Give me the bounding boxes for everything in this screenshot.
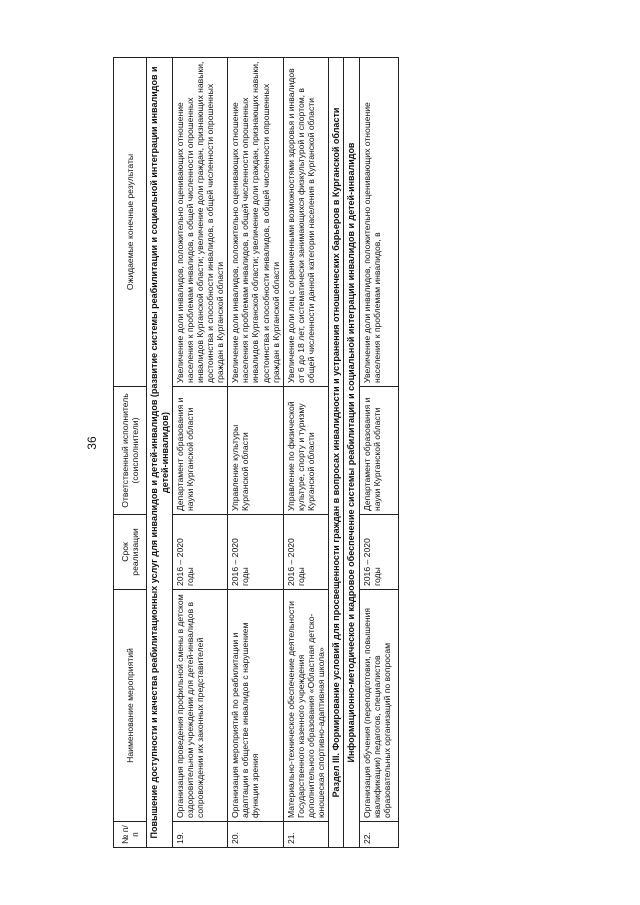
row-name: Организация мероприятий по реабилитации и адаптации в обществе инвалидов с нарушением функции зрения [228, 590, 283, 822]
row-term-text: 2016 – 2020 годы [361, 538, 382, 586]
row-num [359, 822, 398, 848]
row-term: 2016 – 2020 годы [228, 515, 283, 590]
header-name: Наименование мероприятий [114, 590, 147, 822]
row-num: 20. [228, 822, 283, 848]
table-row [173, 58, 228, 848]
section-title: Информационно-методическое и кадровое обеспечение системы реабилитации и социальной интеграции инвалидов и детей-инвалидов [344, 58, 360, 848]
row-term [359, 515, 398, 590]
row-num: 21. [283, 822, 328, 848]
row-executor: Управление по физической культуре, спорту и туризму Курганской области [283, 387, 328, 515]
rotated-page [113, 58, 613, 848]
section-title: Раздел III. Формирование условий для просвещенности граждан в вопросах инвалидности и устранения отношенческих барьеров в Курганской области [328, 58, 344, 848]
page-number: 36 [85, 436, 99, 450]
row-result: Увеличение доли инвалидов, положительно оценивающих отношение населения к проблемам инвалидов, в общей численности опрошенных инвалидов Курганской области; увеличение доли граждан, признающих навыки, достоинства и способности инвалидов, в общей численности опрошенных граждан в Курганской области [228, 58, 283, 387]
table-header-row [114, 58, 147, 848]
table-row [359, 58, 398, 848]
row-result: Увеличение доли инвалидов, положительно оценивающих отношение населения к проблемам инвалидов, в общей численности опрошенных инвалидов Курганской области; увеличение доли граждан, признающих навыки, достоинства и способности инвалидов, в общей численности опрошенных граждан в Курганской области [173, 58, 228, 387]
row-name: Материально-техническое обеспечение деятельности Государственного казенного учреждения дополнительного образования «Областная детско-юношеская спортивно-адаптивная школа» [283, 590, 328, 822]
activities-table [113, 57, 399, 848]
row-num: 19. [173, 822, 228, 848]
row-result-text: Увеличение доли инвалидов, положительно оценивающих отношение населения к проблемам инвалидов, в [361, 102, 382, 383]
row-result [359, 58, 398, 387]
row-executor: Управление культуры Курганской области [228, 387, 283, 515]
row-executor [359, 387, 398, 515]
row-term: 2016 – 2020 годы [283, 515, 328, 590]
header-term: Срок реализации [114, 515, 147, 590]
row-name [359, 590, 398, 822]
section-row [328, 58, 344, 848]
table-row [228, 58, 283, 848]
section-row [147, 58, 173, 848]
row-num-text: 22. [361, 832, 372, 844]
row-executor-text: Департамент образования и науки Курганской области [361, 397, 382, 511]
row-result: Увеличение доли лиц с ограниченными возможностями здоровья и инвалидов от 6 до 18 лет, систематически занимающихся физкультурой и спортом, в общей численности данной категории населения в Курганской области [283, 58, 328, 387]
row-term: 2016 – 2020 годы [173, 515, 228, 590]
row-name: Организация проведения профильной смены в детском оздоровительном учреждении для детей-инвалидов в сопровождении их законных представителей [173, 590, 228, 822]
row-executor: Департамент образования и науки Курганской области [173, 387, 228, 515]
header-num: № п/п [114, 822, 147, 848]
section-row [344, 58, 360, 848]
header-result: Ожидаемые конечные результаты [114, 58, 147, 387]
header-executor: Ответственный исполнитель (соисполнители) [114, 387, 147, 515]
table-row [283, 58, 328, 848]
row-name-text: Организация обучения (переподготовки, повышения квалификации) педагогов, специалистов образовательных организаций по вопросам [361, 607, 392, 818]
section-title: Повышение доступности и качества реабилитационных услуг для инвалидов и детей-инвалидов (развитие системы реабилитации и социальной интеграции инвалидов и детей-инвалидов) [147, 58, 173, 848]
